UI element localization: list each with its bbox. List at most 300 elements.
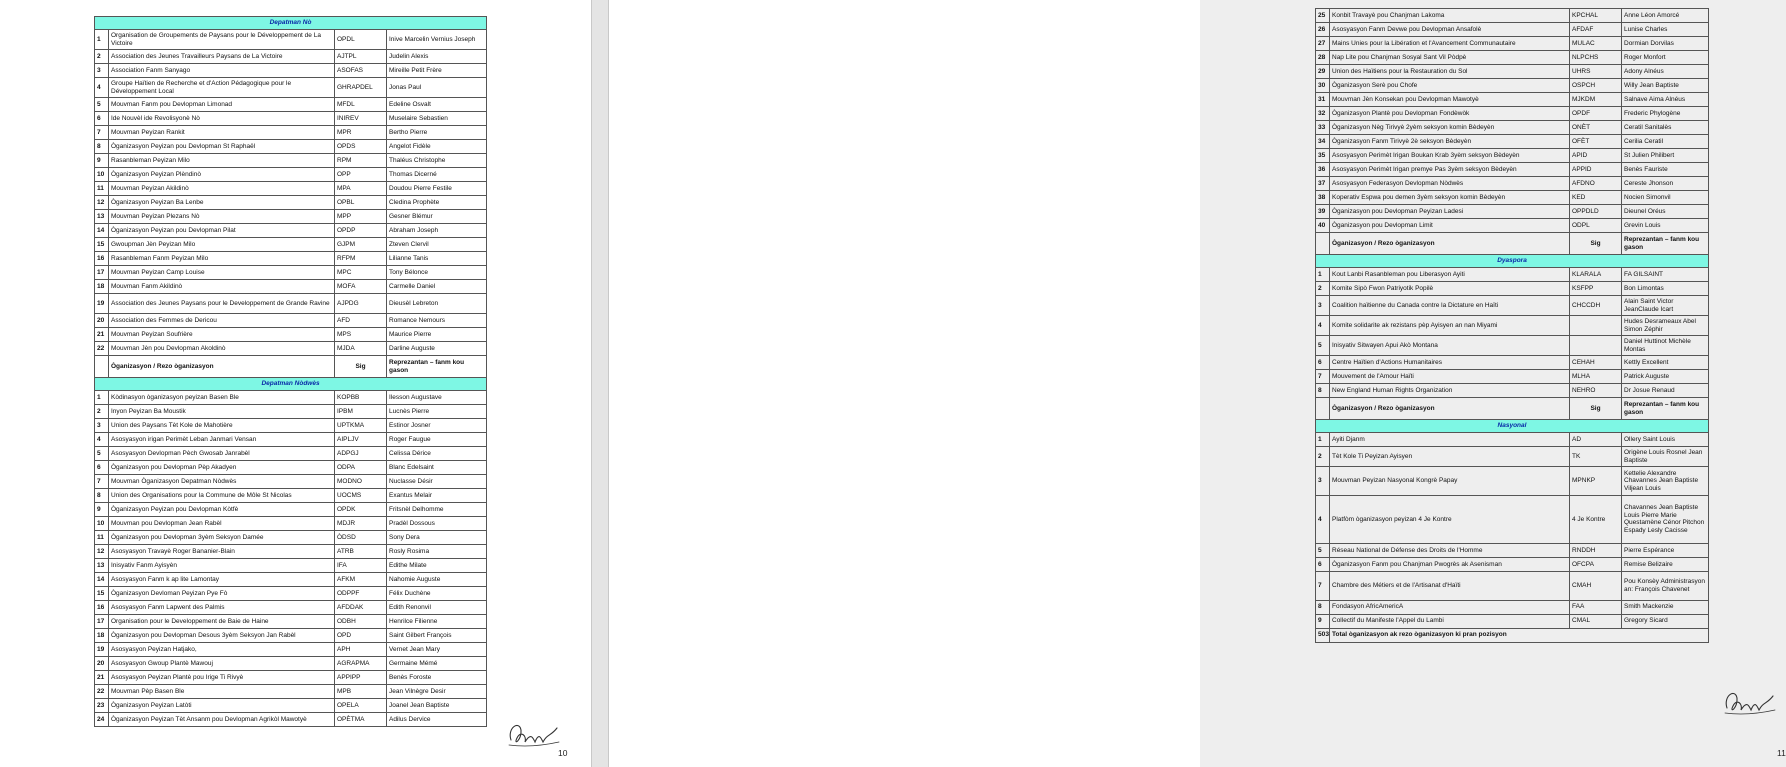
table-row [1316, 600, 1709, 614]
row-number: 25 [1316, 9, 1330, 23]
representative-name: Abraham Joseph [387, 224, 487, 238]
organization-acronym: MPA [335, 182, 387, 196]
table-row [95, 489, 487, 503]
signature-mark [1721, 684, 1779, 718]
organization-acronym: MOFA [335, 280, 387, 294]
organization-acronym: MDJR [335, 517, 387, 531]
organization-acronym: OFCPA [1570, 557, 1622, 571]
organization-name: New England Human Rights Organization [1330, 384, 1570, 398]
organization-name: Kout Lanbi Rasanbleman pou Liberasyon Ayiti [1330, 268, 1570, 282]
row-number: 8 [95, 140, 109, 154]
row-number: 1 [1316, 268, 1330, 282]
representative-name: Darline Auguste [387, 342, 487, 356]
organization-name: Òganizasyon Peyizan pou Devlopman St Raphaël [109, 140, 335, 154]
representative-name: Daniel Huttinot Michèle Montas [1622, 336, 1709, 356]
organization-acronym: MPC [335, 266, 387, 280]
representative-name: Dr Josue Renaud [1622, 384, 1709, 398]
representative-name: Thaléus Christophe [387, 154, 487, 168]
representative-name: Patrick Auguste [1622, 370, 1709, 384]
organization-acronym: OPELA [335, 699, 387, 713]
organization-name: Mains Unies pour la Libération et l'Avancement Communautaire [1330, 37, 1570, 51]
row-number: 5 [1316, 336, 1330, 356]
header-organization: Òganizasyon / Rezo òganizasyon [109, 356, 335, 378]
row-number: 22 [95, 342, 109, 356]
table-row [95, 559, 487, 573]
table-row [1316, 65, 1709, 79]
organization-acronym: KOPBB [335, 391, 387, 405]
row-number: 17 [95, 615, 109, 629]
row-number: 12 [95, 196, 109, 210]
row-number: 18 [95, 280, 109, 294]
row-number: 10 [95, 168, 109, 182]
table-row [1316, 296, 1709, 316]
table-row [95, 112, 487, 126]
row-number: 4 [1316, 316, 1330, 336]
representative-name: Joanel Jean Baptiste [387, 699, 487, 713]
row-number: 2 [1316, 447, 1330, 467]
row-number: 2 [1316, 282, 1330, 296]
representative-name: Edith Renonvil [387, 601, 487, 615]
row-number: 19 [95, 643, 109, 657]
representative-name: Origène Louis Rosnel Jean Baptiste [1622, 447, 1709, 467]
organization-name: Rasanbleman Fanm Peyizan Milo [109, 252, 335, 266]
organization-acronym: TK [1570, 447, 1622, 467]
section-title: Depatman Nòdwès [95, 378, 487, 391]
table-row [1316, 268, 1709, 282]
row-number: 34 [1316, 135, 1330, 149]
organization-acronym: APPIPP [335, 671, 387, 685]
representative-name: Pierre Espérance [1622, 543, 1709, 557]
organization-name: Komite Sipò Fwon Patriyotik Popilè [1330, 282, 1570, 296]
representative-name: Smith Mackenzie [1622, 600, 1709, 614]
row-number: 16 [95, 601, 109, 615]
organization-name: Fondasyon AfricAmericA [1330, 600, 1570, 614]
representative-name: Salnave Aima Alnéus [1622, 93, 1709, 107]
organization-name: Organisation pour le Developpement de Baie de Haine [109, 615, 335, 629]
organization-name: Òganizasyon Fanm pou Chanjman Pwogrès ak Asenisman [1330, 557, 1570, 571]
representative-name: Dieusèl Lebreton [387, 294, 487, 314]
organization-acronym: OPDK [335, 503, 387, 517]
representative-name: Vernet Jean Mary [387, 643, 487, 657]
organization-name: Rasanbleman Peyizan Milo [109, 154, 335, 168]
row-number: 3 [1316, 296, 1330, 316]
row-number: 31 [1316, 93, 1330, 107]
row-number: 21 [95, 671, 109, 685]
organization-acronym: APID [1570, 149, 1622, 163]
table-row [95, 685, 487, 699]
organization-name: Inisyativ Sitwayen Apui Akò Montana [1330, 336, 1570, 356]
row-number: 3 [1316, 467, 1330, 496]
table-row [95, 517, 487, 531]
organization-acronym: AD [1570, 433, 1622, 447]
row-number: 20 [95, 314, 109, 328]
organization-name: Mouvement de l'Amour Haïti [1330, 370, 1570, 384]
organization-acronym: NLPCHS [1570, 51, 1622, 65]
row-number: 11 [95, 182, 109, 196]
row-number: 38 [1316, 191, 1330, 205]
organization-acronym: RPM [335, 154, 387, 168]
organization-name: Chambre des Métiers et de l'Artisanat d'Haïti [1330, 571, 1570, 600]
organization-name: Òganizasyon pou Devlopman Pèp Akadyen [109, 461, 335, 475]
row-number: 33 [1316, 121, 1330, 135]
organization-name: Ayiti Djanm [1330, 433, 1570, 447]
representative-name: Saint Gilbert François [387, 629, 487, 643]
table-row [1316, 205, 1709, 219]
table-row [95, 461, 487, 475]
organization-name: Koperativ Espwa pou demen 3yèm seksyon komin Bèdeyèn [1330, 191, 1570, 205]
organization-name: Union des Haïtiens pour la Restauration du Sol [1330, 65, 1570, 79]
representative-name: Cereste Jhonson [1622, 177, 1709, 191]
representative-name: St Julien Philibert [1622, 149, 1709, 163]
organization-name: Mouvman Fanm pou Devlopman Limonad [109, 98, 335, 112]
organization-name: Òganizasyon Devloman Peyizan Pye Fò [109, 587, 335, 601]
table-row [95, 629, 487, 643]
document-page-left [0, 0, 592, 767]
representative-name: Adony Alnéus [1622, 65, 1709, 79]
representative-name: Pradèl Dossous [387, 517, 487, 531]
representative-name: Roger Monfort [1622, 51, 1709, 65]
row-number: 8 [95, 489, 109, 503]
table-row [1316, 495, 1709, 543]
table-row [95, 154, 487, 168]
row-number: 18 [95, 629, 109, 643]
organization-acronym: MJDA [335, 342, 387, 356]
row-number: 13 [95, 559, 109, 573]
table-row [95, 699, 487, 713]
row-number: 26 [1316, 23, 1330, 37]
organization-name: Asosyasyon Gwoup Plantè Mawouj [109, 657, 335, 671]
table-row [95, 419, 487, 433]
header-representative: Reprezantan – fanm kou gason [387, 356, 487, 378]
organization-name: Asosyasyon Peyizan Hatjako, [109, 643, 335, 657]
organization-name: Òganizasyon Plantè pou Devlopman Fondèwòk [1330, 107, 1570, 121]
organization-acronym: AFDAF [1570, 23, 1622, 37]
organization-acronym: AGRAPMA [335, 657, 387, 671]
organization-acronym: MPS [335, 328, 387, 342]
row-number: 15 [95, 587, 109, 601]
organization-name: Mouvman Jèn pou Devlopman Akoldinò [109, 342, 335, 356]
table-row [95, 475, 487, 489]
section-title: Dyaspora [1316, 255, 1709, 268]
organization-name: Association des Femmes de Dericou [109, 314, 335, 328]
organization-name: Òganizasyon pou Devlopman Desous 3yèm Seksyon Jan Rabèl [109, 629, 335, 643]
organization-name: Komite solidarite ak rezistans pèp Ayisyen an nan Miyami [1330, 316, 1570, 336]
organization-name: Òganizasyon Serè pou Chofe [1330, 79, 1570, 93]
representative-name: Bon Limontas [1622, 282, 1709, 296]
organization-name: Mouvman Peyizan Rankit [109, 126, 335, 140]
organization-name: Mouvman Peyizan Plezans Nò [109, 210, 335, 224]
representative-name: Estinor Josner [387, 419, 487, 433]
table-row [95, 601, 487, 615]
organization-acronym: OPDF [1570, 107, 1622, 121]
table-row [1316, 433, 1709, 447]
row-number: 4 [95, 433, 109, 447]
column-header-row [95, 356, 487, 378]
organization-name: Òganizasyon pou Devlopman 3yèm Seksyon Damée [109, 531, 335, 545]
row-number: 23 [95, 699, 109, 713]
table-row [1316, 543, 1709, 557]
representative-name: Sony Dera [387, 531, 487, 545]
organization-name: Mouvman Peyizan Akildinò [109, 182, 335, 196]
organization-name: Mouvman Jèn Konsekan pou Devlopman Mawotyè [1330, 93, 1570, 107]
organization-acronym: IFA [335, 559, 387, 573]
representative-name: Pou Konsèy Administrasyon an: François Chavenet [1622, 571, 1709, 600]
table-row [95, 252, 487, 266]
header-number [95, 356, 109, 378]
section-title-row [95, 378, 487, 391]
header-representative: Reprezantan – fanm kou gason [1622, 233, 1709, 255]
representative-name: Jonas Paul [387, 78, 487, 98]
table-row [1316, 614, 1709, 628]
section-title: Nasyonal [1316, 420, 1709, 433]
organization-acronym: MPB [335, 685, 387, 699]
organization-name: Asosyasyon Travayè Roger Bananier-Blain [109, 545, 335, 559]
organization-acronym: UHRS [1570, 65, 1622, 79]
organization-name: Mouvman Pèp Basen Ble [109, 685, 335, 699]
signature-mark [505, 716, 563, 750]
row-number: 20 [95, 657, 109, 671]
representative-name: Nahomie Auguste [387, 573, 487, 587]
organization-acronym: AJPDG [335, 294, 387, 314]
row-number: 1 [1316, 433, 1330, 447]
organization-acronym: MPNKP [1570, 467, 1622, 496]
representative-name: Doudou Pierre Festile [387, 182, 487, 196]
table-row [1316, 316, 1709, 336]
header-organization: Òganizasyon / Rezo òganizasyon [1330, 233, 1570, 255]
row-number: 3 [95, 419, 109, 433]
row-number: 14 [95, 224, 109, 238]
row-number: 40 [1316, 219, 1330, 233]
table-row [95, 78, 487, 98]
table-row [95, 433, 487, 447]
organization-name: Inisyativ Fanm Ayisyèn [109, 559, 335, 573]
organization-name: Asosyasyon Fanm k ap lite Lamontay [109, 573, 335, 587]
table-row [1316, 23, 1709, 37]
organization-acronym [1570, 336, 1622, 356]
representative-name: Gesner Blémur [387, 210, 487, 224]
table-row [1316, 177, 1709, 191]
representative-name: Frederic Phylogène [1622, 107, 1709, 121]
organization-acronym: ATRB [335, 545, 387, 559]
representative-name: Félix Duchène [387, 587, 487, 601]
organization-name: Coalition haïtienne du Canada contre la Dictature en Haïti [1330, 296, 1570, 316]
representative-name: Hudes Desrameaux Abel Simon Zéphir [1622, 316, 1709, 336]
organization-acronym: CHCCDH [1570, 296, 1622, 316]
table-row [95, 391, 487, 405]
organization-acronym: MJKDM [1570, 93, 1622, 107]
row-number: 5 [95, 98, 109, 112]
organization-name: Kòdinasyon òganizasyon peyizan Basen Ble [109, 391, 335, 405]
organization-acronym: IPBM [335, 405, 387, 419]
total-count: 503 [1316, 628, 1330, 642]
organization-acronym: OPDS [335, 140, 387, 154]
table-row [1316, 384, 1709, 398]
organization-acronym: UOCMS [335, 489, 387, 503]
organization-acronym: MPP [335, 210, 387, 224]
table-row [95, 64, 487, 78]
row-number: 30 [1316, 79, 1330, 93]
total-label: Total òganizasyon ak rezo òganizasyon ki pran pozisyon [1330, 628, 1709, 642]
column-header-row [1316, 233, 1709, 255]
header-acronym: Sig [1570, 398, 1622, 420]
representative-name: Kettelie Alexandre Chavannes Jean Baptiste Viljean Louis [1622, 467, 1709, 496]
organization-acronym: CMAL [1570, 614, 1622, 628]
organization-acronym: UPTKMA [335, 419, 387, 433]
table-row [1316, 37, 1709, 51]
page-number: 11 [1777, 748, 1786, 758]
representative-name: Carmelle Daniel [387, 280, 487, 294]
organization-name: Asosyasyon Fanm Lapwent des Palmis [109, 601, 335, 615]
table-row [1316, 571, 1709, 600]
row-number: 17 [95, 266, 109, 280]
table-row [1316, 163, 1709, 177]
representative-name: Ceratil Sanitalès [1622, 121, 1709, 135]
table-row [95, 140, 487, 154]
organization-acronym: APPID [1570, 163, 1622, 177]
organization-acronym [1570, 316, 1622, 336]
organizations-table-left [94, 16, 487, 727]
organization-name: Réseau National de Défense des Droits de l'Homme [1330, 543, 1570, 557]
organization-acronym: GHRAPDEL [335, 78, 387, 98]
table-row [95, 210, 487, 224]
organization-name: Asosyasyon Devlopman Pèch Gwosab Janrabèl [109, 447, 335, 461]
row-number: 16 [95, 252, 109, 266]
row-number: 14 [95, 573, 109, 587]
organization-name: Mouvman Peyizan Camp Louise [109, 266, 335, 280]
organization-acronym: INIREV [335, 112, 387, 126]
organization-acronym: KLARALA [1570, 268, 1622, 282]
header-organization: Òganizasyon / Rezo òganizasyon [1330, 398, 1570, 420]
representative-name: Fritsnèl Delhomme [387, 503, 487, 517]
row-number: 15 [95, 238, 109, 252]
header-number [1316, 398, 1330, 420]
total-row [1316, 628, 1709, 642]
organization-name: Òganizasyon Peyizan Plèndinò [109, 168, 335, 182]
table-row [95, 573, 487, 587]
representative-name: Grevin Louis [1622, 219, 1709, 233]
table-row [95, 671, 487, 685]
representative-name: Gregory Sicard [1622, 614, 1709, 628]
row-number: 6 [1316, 356, 1330, 370]
table-row [95, 531, 487, 545]
representative-name: Thomas Dicerné [387, 168, 487, 182]
organization-acronym: OPPDLD [1570, 205, 1622, 219]
table-row [95, 168, 487, 182]
organization-acronym: CMAH [1570, 571, 1622, 600]
organization-acronym: ASOFAS [335, 64, 387, 78]
table-row [95, 224, 487, 238]
representative-name: Jean Vilnègre Desir [387, 685, 487, 699]
table-row [95, 615, 487, 629]
row-number: 4 [1316, 495, 1330, 543]
representative-name: Edithe Milate [387, 559, 487, 573]
page-gutter [592, 0, 608, 767]
organization-name: Mouvman Peyizan Nasyonal Kongrè Papay [1330, 467, 1570, 496]
table-row [95, 314, 487, 328]
organization-acronym: AFKM [335, 573, 387, 587]
table-row [95, 126, 487, 140]
row-number: 22 [95, 685, 109, 699]
organization-acronym: RFPM [335, 252, 387, 266]
organization-acronym: ONÈT [1570, 121, 1622, 135]
table-row [95, 447, 487, 461]
row-number: 10 [95, 517, 109, 531]
representative-name: Anne Léon Amorcé [1622, 9, 1709, 23]
representative-name: Muselaire Sebastien [387, 112, 487, 126]
row-number: 19 [95, 294, 109, 314]
organization-name: Asosyasyon Federasyon Devlopman Nòdwès [1330, 177, 1570, 191]
organization-acronym: GJPM [335, 238, 387, 252]
table-row [1316, 370, 1709, 384]
representative-name: Germaine Mémé [387, 657, 487, 671]
representative-name: Mireille Petit Frère [387, 64, 487, 78]
organization-acronym: AJTPL [335, 50, 387, 64]
table-row [1316, 557, 1709, 571]
representative-name: Nocien Simonvil [1622, 191, 1709, 205]
representative-name: Judelin Alexis [387, 50, 487, 64]
representative-name: Nuclasse Désir [387, 475, 487, 489]
organization-name: Òganizasyon Peyizan Tèt Ansanm pou Devlopman Agrikòl Mawotyè [109, 713, 335, 727]
table-row [95, 713, 487, 727]
representative-name: Blanc Edelsaint [387, 461, 487, 475]
organization-acronym: KSFPP [1570, 282, 1622, 296]
table-row [1316, 9, 1709, 23]
table-row [1316, 135, 1709, 149]
row-number: 27 [1316, 37, 1330, 51]
representative-name: Exantus Melair [387, 489, 487, 503]
header-acronym: Sig [1570, 233, 1622, 255]
table-row [1316, 51, 1709, 65]
table-row [95, 98, 487, 112]
table-row [1316, 79, 1709, 93]
representative-name: Inive Marcelin Vernius Joseph [387, 30, 487, 50]
row-number: 13 [95, 210, 109, 224]
table-row [1316, 336, 1709, 356]
row-number: 7 [95, 126, 109, 140]
organization-name: Asosyasyon Peyizan Plantè pou Irige Ti Rivyè [109, 671, 335, 685]
header-acronym: Sig [335, 356, 387, 378]
organization-acronym: KED [1570, 191, 1622, 205]
row-number: 3 [95, 64, 109, 78]
section-title-row [1316, 255, 1709, 268]
organization-name: Asosyasyon Perimèt Irigan Boukan Krab 3yèm seksyon Bèdeyèn [1330, 149, 1570, 163]
representative-name: Maurice Pierre [387, 328, 487, 342]
row-number: 7 [95, 475, 109, 489]
header-representative: Reprezantan – fanm kou gason [1622, 398, 1709, 420]
row-number: 28 [1316, 51, 1330, 65]
organization-name: Union des Paysans Tèt Kole de Mahotière [109, 419, 335, 433]
representative-name: Benès Fauriste [1622, 163, 1709, 177]
organization-name: Association des Jeunes Paysans pour le Developpement de Grande Ravine [109, 294, 335, 314]
organization-name: Nap Lite pou Chanjman Sosyal Sant Vil Pòdpè [1330, 51, 1570, 65]
organization-acronym: OPDP [335, 224, 387, 238]
representative-name: Romance Nemours [387, 314, 487, 328]
organization-name: Platfòm òganizasyon peyizan 4 Je Kontre [1330, 495, 1570, 543]
organization-name: Association Fanm Sanyago [109, 64, 335, 78]
organization-name: Asosyasyon Fanm Devwe pou Devlopman Ansafolè [1330, 23, 1570, 37]
organization-name: Union des Organisations pour la Commune de Môle St Nicolas [109, 489, 335, 503]
organization-acronym: MLHA [1570, 370, 1622, 384]
representative-name: FA GILSAINT [1622, 268, 1709, 282]
organization-name: Centre Haïtien d'Actions Humanitaires [1330, 356, 1570, 370]
table-row [1316, 447, 1709, 467]
organization-acronym: AFDNO [1570, 177, 1622, 191]
organization-acronym: MULAC [1570, 37, 1622, 51]
row-number: 7 [1316, 571, 1330, 600]
table-row [1316, 191, 1709, 205]
organization-name: Asosyasyon irigan Perimèt Leban Janmari Vensan [109, 433, 335, 447]
table-row [95, 30, 487, 50]
